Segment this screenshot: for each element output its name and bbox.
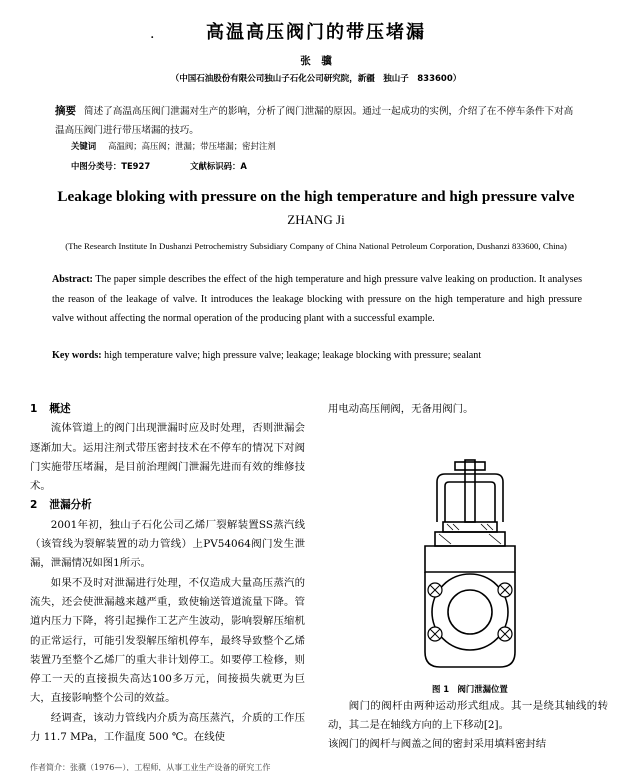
classification-line — [71, 160, 591, 172]
section-1-title: 概述 — [49, 403, 71, 415]
keywords-en — [52, 346, 582, 365]
decorative-dot: . — [150, 26, 155, 42]
abstract-cn-label: 摘要 — [55, 105, 76, 117]
right-column-top-text: 用电动高压闸阀，无备用阀门。 — [328, 403, 474, 415]
right-paragraph-1: 阀门的阀杆由两种运动形式组成。其一是绕其轴线的转动，其二是在轴线方向的上下移动[2]。 — [328, 700, 608, 732]
abstract-cn-text: 简述了高温高压阀门泄漏对生产的影响，分析了阀门泄漏的原因。通过一起成功的实例，介绍了在不停车条件下对高温高压阀门进行带压堵漏的技巧。 — [55, 106, 574, 136]
right-paragraph-2: 该阀门的阀杆与阀盖之间的密封采用填料密封结 — [328, 738, 547, 751]
figure-1-caption-text: 图 1 阀门泄漏位置 — [432, 684, 508, 694]
affiliation-en: (The Research Institute In Dushanzi Petrochemistry Subsidiary Company of China National Petroleum Corporation, Dushanzi 833600, China) — [65, 241, 567, 251]
paper-title-cn: 高温高压阀门的带压堵漏 — [206, 22, 426, 43]
section-1-paragraph: 流体管道上的阀门出现泄漏时应及时处理，否则泄漏会逐渐加大。运用注剂式带压密封技术在不停车的情况下对阀门实施带压堵漏，是目前治理阀门泄漏先进而有效的维修技术。 — [30, 422, 305, 493]
section-1-heading — [30, 400, 305, 419]
abstract-cn — [55, 102, 580, 140]
author-en: ZHANG Ji — [287, 212, 345, 227]
section-1-number: 1 — [30, 403, 38, 415]
section-2-number: 2 — [30, 499, 38, 512]
body-left-column — [30, 400, 305, 747]
clc-number: 中图分类号：TE927 — [71, 161, 151, 171]
keywords-en-label: Key words: — [52, 350, 102, 361]
valve-leak-figure — [395, 452, 545, 677]
keywords-cn — [71, 140, 591, 152]
keywords-cn-text: 高温阀；高压阀；泄漏；带压堵漏；密封注剂 — [108, 141, 276, 151]
body-right-column — [328, 697, 608, 755]
section-2-heading — [30, 496, 305, 515]
abstract-en — [52, 270, 582, 329]
abstract-en-text: The paper simple describes the effect of the high temperature and high pressure valve leaking on production. It analyses the reason of the leakage of valve. It introduces the leakage blocking with pressure on the high temperature and high pressure valve without affecting the normal operation of the producing plant with a successful example. — [52, 274, 582, 324]
keywords-en-text: high temperature valve; high pressure valve; leakage; leakage blocking with pressure; sealant — [104, 350, 482, 361]
section-2-paragraph-1: 2001年初，独山子石化公司乙烯厂裂解装置SS蒸汽线（该管线为裂解装置的动力管线）上PV54064阀门发生泄漏，泄漏情况如图1所示。 — [30, 518, 305, 570]
paper-title-en: Leakage bloking with pressure on the high temperature and high pressure valve — [57, 188, 575, 205]
keywords-cn-label: 关键词 — [71, 141, 97, 151]
section-2-paragraph-3: 经调查，该动力管线内介质为高压蒸汽，介质的工作压力 11.7 MPa，工作温度 500 ℃。在线使 — [30, 711, 305, 744]
affiliation-cn: （中国石油股份有限公司独山子石化公司研究院，新疆 独山子 833600） — [170, 74, 462, 84]
author-footnote: 作者简介：张骥（1976—），工程师，从事工业生产设备的研究工作 — [30, 763, 271, 771]
section-2-paragraph-2: 如果不及时对泄漏进行处理，不仅造成大量高压蒸汽的流失，还会使泄漏越来越严重，致使输送管道流量下降。管道内压力下降，将引起操作工艺产生波动，影响裂解压缩机的正常运行，可能引发裂解压缩机停车，最终导致整个乙烯装置乃至整个乙烯厂的重大非计划停工。如要停工检修，则停工一天的直接损失高达100多万元，间接损失就更为巨大，直接影响整个公司的效益。 — [30, 576, 305, 705]
author-cn: 张 骥 — [300, 55, 332, 67]
abstract-en-label: Abstract: — [52, 274, 93, 285]
document-code: 文献标识码：A — [190, 161, 247, 171]
section-2-title: 泄漏分析 — [49, 499, 92, 512]
